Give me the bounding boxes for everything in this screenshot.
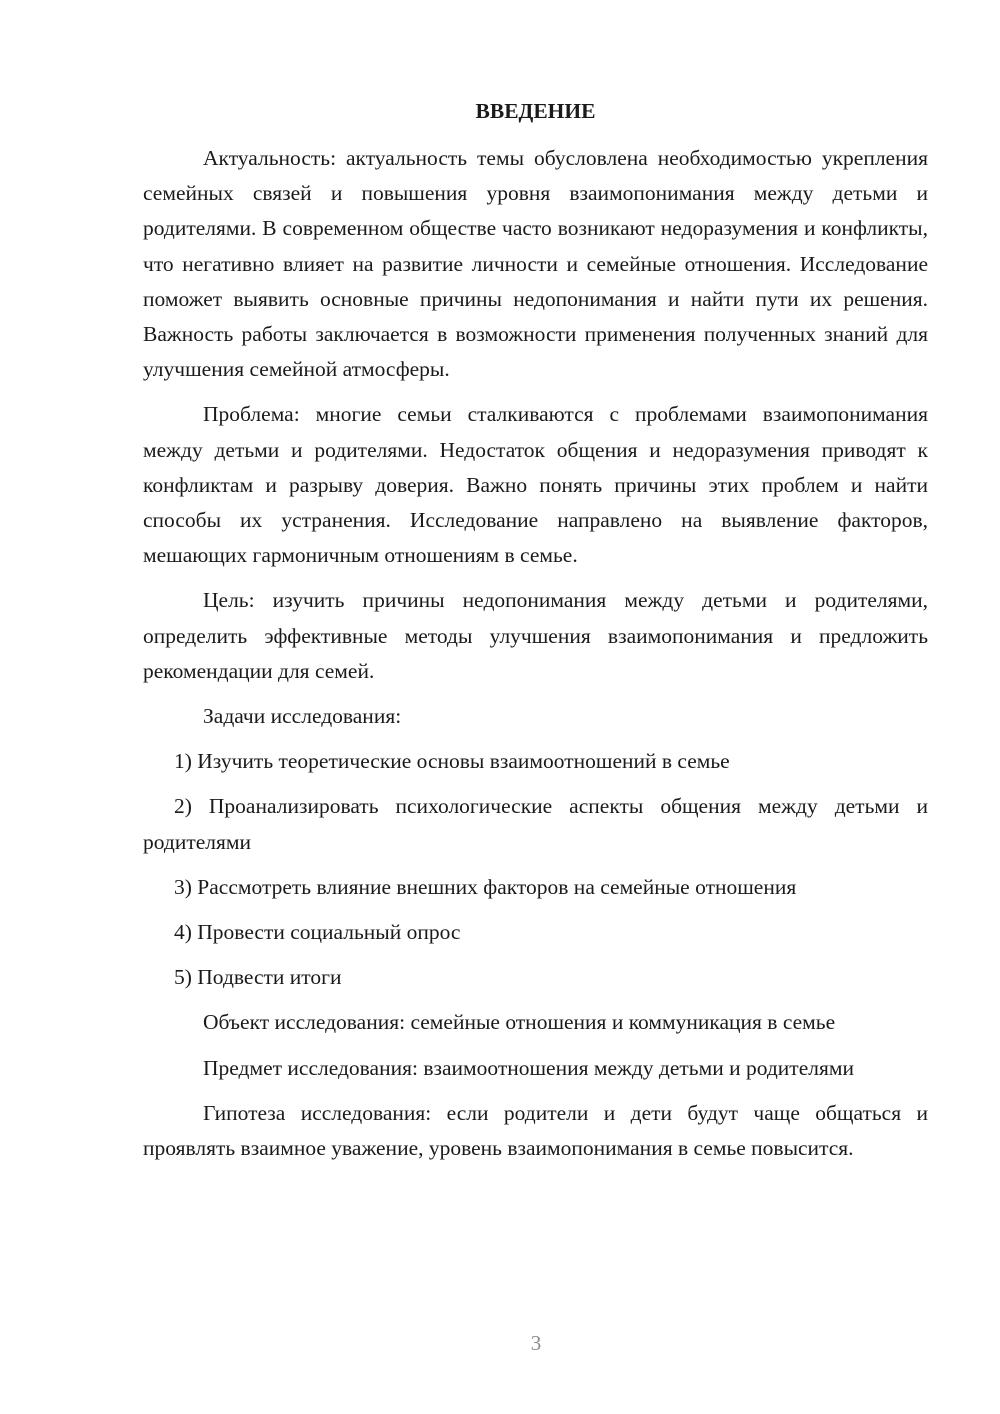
tasks-heading: Задачи исследования:: [203, 704, 402, 729]
relevance-paragraph: Актуальность: актуальность темы обусловлена необходимостью укрепления семейных связей и повышения уровня взаимопонимания между детьми и родителями. В современном обществе часто возникают недоразумения и конфликты, что негативно влияет на развитие личности и семейные отношения. Исследование поможет выявить основные причины недопонимания и найти пути их решения. Важность работы заключается в возможности применения полученных знаний для улучшения семейной атмосферы.: [143, 146, 928, 382]
hypothesis-paragraph: Гипотеза исследования: если родители и дети будут чаще общаться и проявлять взаимное уважение, уровень взаимопонимания в семье повысится.: [143, 1100, 928, 1161]
page-number: 3: [530, 1331, 542, 1355]
task-item-4: 4) Провести социальный опрос: [174, 920, 461, 945]
object-paragraph: Объект исследования: семейные отношения и коммуникация в семье: [203, 1010, 836, 1035]
document-page: [143, 95, 928, 1176]
goal-paragraph: Цель: изучить причины недопонимания между детьми и родителями, определить эффективные методы улучшения взаимопонимания и предложить рекомендации для семей.: [143, 588, 928, 683]
task-item-1: 1) Изучить теоретические основы взаимоотношений в семье: [174, 749, 730, 774]
subject-paragraph: Предмет исследования: взаимоотношения между детьми и родителями: [203, 1055, 854, 1080]
task-item-3: 3) Рассмотреть влияние внешних факторов на семейные отношения: [174, 874, 797, 899]
section-title: ВВЕДЕНИЕ: [475, 99, 596, 123]
problem-paragraph: Проблема: многие семьи сталкиваются с проблемами взаимопонимания между детьми и родителями. Недостаток общения и недоразумения приводят к конфликтам и разрыву доверия. Важно понять причины этих проблем и найти способы их устранения. Исследование направлено на выявление факторов, мешающих гармоничным отношениям в семье.: [143, 402, 928, 568]
task-item-2: 2) Проанализировать психологические аспекты общения между детьми и родителями: [143, 794, 928, 854]
task-item-5: 5) Подвести итоги: [174, 965, 342, 990]
